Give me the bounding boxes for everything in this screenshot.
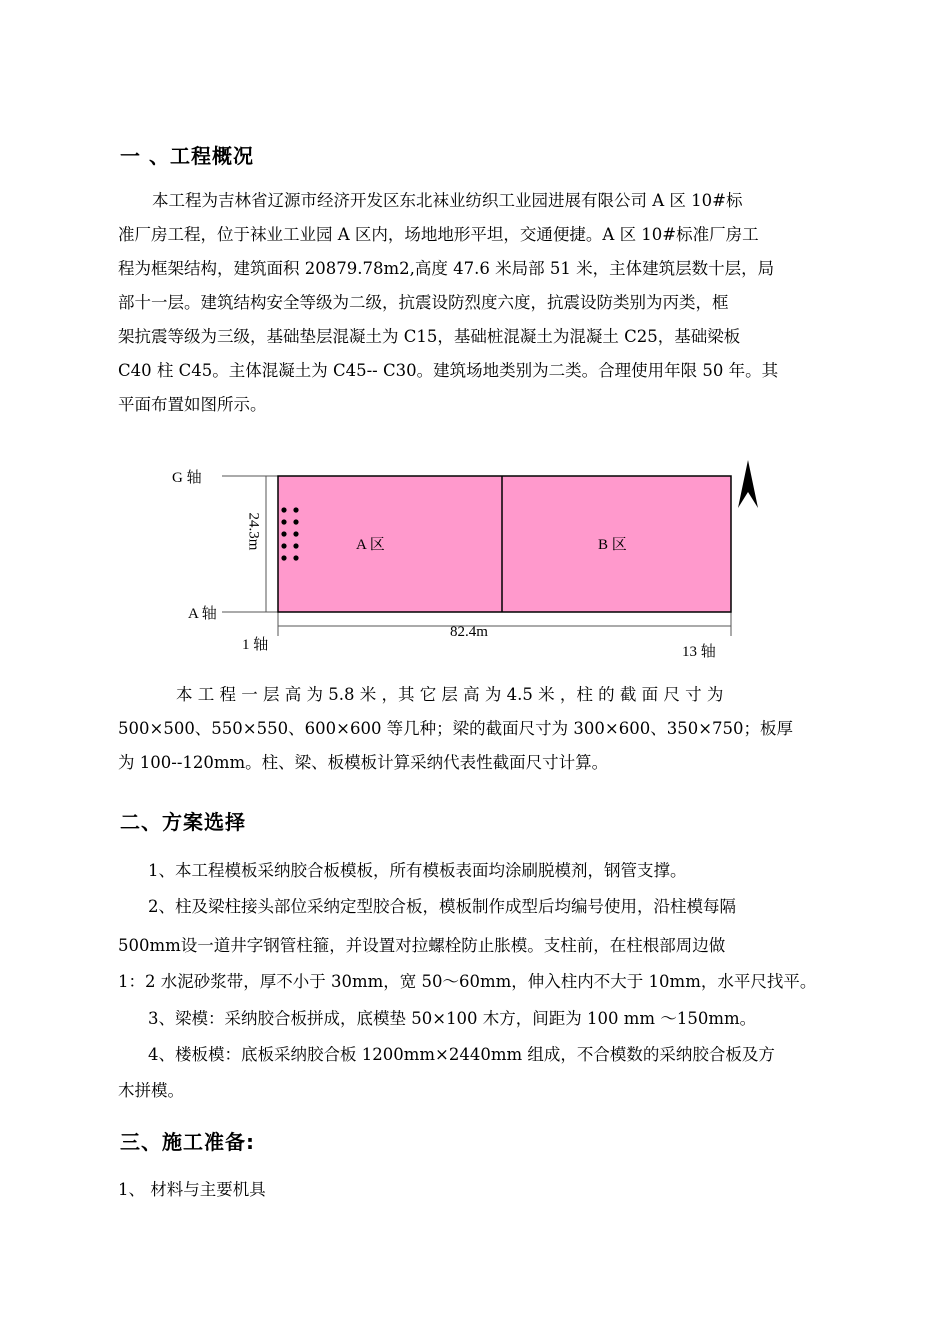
column-dot (293, 531, 298, 536)
axis-1-label: 1 轴 (242, 637, 269, 653)
column-dot (293, 555, 298, 560)
column-dot (281, 507, 286, 512)
zone-a-label: A 区 (356, 537, 385, 553)
section-3-title: 三、施工准备: (120, 1130, 255, 1154)
building-footprint (278, 476, 731, 612)
scheme-item-2-cont: 1：2 水泥砂浆带，厚不小于 30mm，宽 50～60mm，伸入柱内不大于 10mm，水平尺找平。 (118, 972, 817, 991)
depth-dimension-label: 24.3m (245, 512, 262, 551)
column-dot (281, 555, 286, 560)
section-1-title: 一 、工程概况 (120, 144, 254, 168)
g-axis-label: G 轴 (172, 470, 202, 486)
scheme-item-4-cont: 木拼模。 (118, 1081, 184, 1100)
plan-drawing (222, 460, 758, 636)
prep-item-1: 1、 材料与主要机具 (118, 1180, 266, 1199)
column-dot (293, 507, 298, 512)
column-dot (293, 519, 298, 524)
overview-line: 部十一层。建筑结构安全等级为二级，抗震设防烈度六度，抗震设防类别为丙类，框 (118, 293, 729, 312)
dims-line: 500×500、550×550、600×600 等几种；梁的截面尺寸为 300×600、350×750；板厚 (118, 719, 794, 738)
scheme-item-1: 1、本工程模板采纳胶合板模板，所有模板表面均涂刷脱模剂，钢管支撑。 (148, 861, 687, 880)
zone-b-label: B 区 (598, 537, 627, 553)
dimensions-paragraph (118, 678, 838, 780)
section-2-title: 二、方案选择 (120, 810, 246, 834)
overview-line: 本工程为吉林省辽源市经济开发区东北袜业纺织工业园进展有限公司 A 区 10#标 (152, 191, 743, 210)
dims-line: 本 工 程 一 层 高 为 5.8 米 ，其 它 层 高 为 4.5 米 ，柱 的 截 面 尺 寸 为 (176, 685, 724, 704)
column-dot (281, 519, 286, 524)
scheme-item-3: 3、梁模：采纳胶合板拼成，底模垫 50×100 木方，间距为 100 mm ～150mm。 (148, 1009, 757, 1028)
scheme-item-2: 2、柱及梁柱接头部位采纳定型胶合板，模板制作成型后均编号使用，沿柱模每隔 (148, 897, 736, 916)
column-dot (281, 531, 286, 536)
scheme-item-4: 4、楼板模：底板采纳胶合板 1200mm×2440mm 组成，不合模数的采纳胶合板及方 (148, 1045, 775, 1064)
width-dimension-label: 82.4m (450, 624, 488, 640)
scheme-item-2-cont: 500mm设一道井字钢管柱箍，并设置对拉螺栓防止胀模。支柱前，在柱根部周边做 (118, 936, 726, 955)
axis-13-label: 13 轴 (682, 644, 716, 660)
overview-line: 架抗震等级为三级，基础垫层混凝土为 C15，基础桩混凝土为混凝土 C25，基础梁板 (118, 327, 741, 346)
column-dot (281, 543, 286, 548)
overview-line: 程为框架结构，建筑面积 20879.78m2,高度 47.6 米局部 51 米，主体建筑层数十层，局 (118, 259, 775, 278)
column-dot (293, 543, 298, 548)
overview-line: 准厂房工程，位于袜业工业园 A 区内，场地地形平坦，交通便捷。A 区 10#标准厂房工 (118, 225, 759, 244)
a-axis-label: A 轴 (188, 606, 217, 622)
dims-line: 为 100--120mm。柱、梁、板模板计算采纳代表性截面尺寸计算。 (118, 753, 609, 772)
north-arrow-icon (738, 460, 758, 508)
overview-line: C40 柱 C45。主体混凝土为 C45-- C30。建筑场地类别为二类。合理使用年限 50 年。其 (118, 361, 779, 380)
overview-line: 平面布置如图所示。 (118, 395, 267, 414)
